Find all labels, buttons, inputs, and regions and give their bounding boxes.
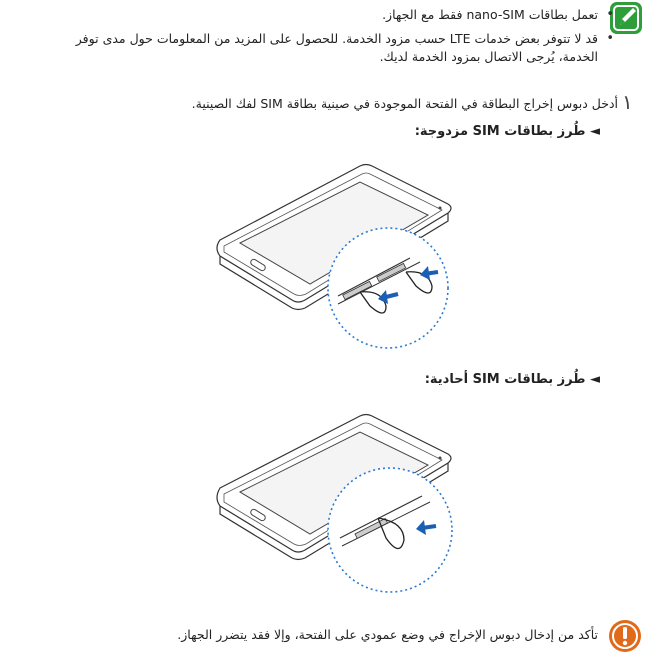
- dual-sim-illustration: [210, 160, 460, 355]
- step-number: ١: [622, 90, 633, 114]
- bullet-dot: •: [606, 31, 614, 46]
- single-sim-heading: ◄ طُرز بطاقات SIM أحادية:: [424, 372, 600, 387]
- dual-sim-heading: ◄ طُرز بطاقات SIM مزدوجة:: [414, 124, 600, 139]
- caution-exclamation-icon: [607, 618, 643, 654]
- caution-text: تأكد من إدخال دبوس الإخراج في وضع عمودي على الفتحة، وإلا فقد يتضرر الجهاز.: [177, 627, 598, 642]
- bullet-dot: •: [606, 7, 614, 22]
- single-sim-illustration: [210, 410, 460, 600]
- note-bullet-2: [38, 30, 614, 66]
- note-text-1: تعمل بطاقات nano-SIM فقط مع الجهاز.: [382, 7, 598, 22]
- step-text: أدخل دبوس إخراج البطاقة في الفتحة الموجودة في صينية بطاقة SIM لفك الصينية.: [191, 96, 618, 111]
- note-text-3: الخدمة، يُرجى الاتصال بمزود الخدمة لديك.: [379, 49, 598, 64]
- note-text-2: قد لا تتوفر بعض خدمات LTE حسب مزود الخدمة. للحصول على المزيد من المعلومات حول مدى توفر: [75, 31, 598, 46]
- note-bullet-1: [382, 6, 614, 24]
